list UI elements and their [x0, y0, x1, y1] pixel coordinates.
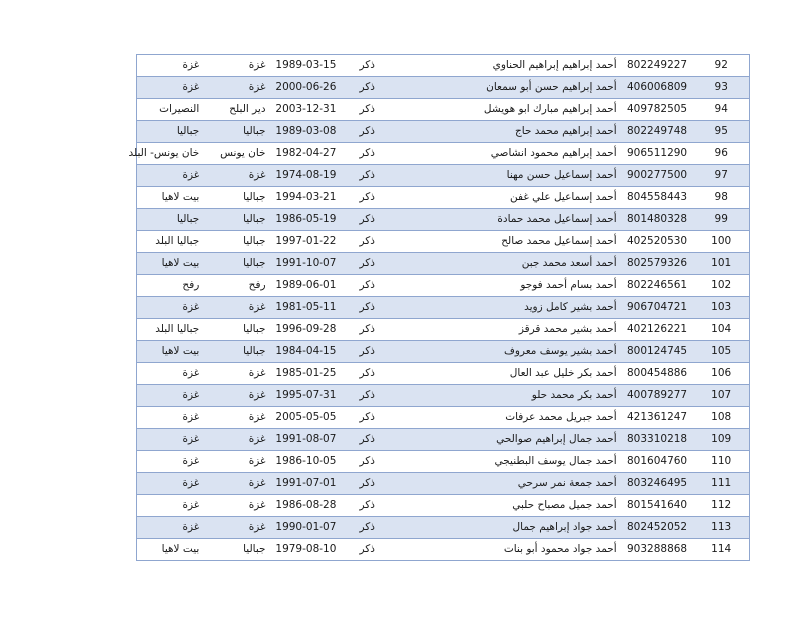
row-number-cell: 98 — [693, 187, 749, 209]
full-name-cell: أحمد إبراهيم محمود انشاصي — [392, 143, 621, 165]
locality-cell: غزة — [137, 77, 210, 99]
birth-date-cell: 1995-07-31 — [270, 385, 343, 407]
governorate-cell: غزة — [209, 407, 269, 429]
table-row — [137, 385, 750, 407]
locality-cell: بيت لاهيا — [137, 187, 210, 209]
governorate-cell: غزة — [209, 495, 269, 517]
locality-cell: غزة — [137, 451, 210, 473]
row-number-cell: 101 — [693, 253, 749, 275]
governorate-cell: غزة — [209, 297, 269, 319]
id-number-cell: 802249227 — [621, 55, 694, 77]
governorate-cell: جباليا — [209, 209, 269, 231]
gender-cell: ذكر — [342, 55, 392, 77]
locality-cell: غزة — [137, 495, 210, 517]
governorate-cell: جباليا — [209, 539, 269, 561]
locality-cell: غزة — [137, 429, 210, 451]
table-row — [137, 407, 750, 429]
governorate-cell: جباليا — [209, 253, 269, 275]
id-number-cell: 801480328 — [621, 209, 694, 231]
gender-cell: ذكر — [342, 253, 392, 275]
governorate-cell: رفح — [209, 275, 269, 297]
gender-cell: ذكر — [342, 429, 392, 451]
gender-cell: ذكر — [342, 231, 392, 253]
birth-date-cell: 1985-01-25 — [270, 363, 343, 385]
governorate-cell: جباليا — [209, 231, 269, 253]
id-number-cell: 402126221 — [621, 319, 694, 341]
full-name-cell: أحمد أسعد محمد جبن — [392, 253, 621, 275]
table-row — [137, 473, 750, 495]
row-number-cell: 104 — [693, 319, 749, 341]
id-number-cell: 903288868 — [621, 539, 694, 561]
id-number-cell: 400789277 — [621, 385, 694, 407]
locality-cell: غزة — [137, 517, 210, 539]
locality-cell: غزة — [137, 363, 210, 385]
id-number-cell: 906704721 — [621, 297, 694, 319]
full-name-cell: أحمد جواد محمود أبو بنات — [392, 539, 621, 561]
full-name-cell: أحمد بشير محمد قرقز — [392, 319, 621, 341]
gender-cell: ذكر — [342, 539, 392, 561]
full-name-cell: أحمد بشير كامل زويد — [392, 297, 621, 319]
gender-cell: ذكر — [342, 341, 392, 363]
full-name-cell: أحمد إسماعيل علي غفن — [392, 187, 621, 209]
full-name-cell: أحمد إسماعيل حسن مهنا — [392, 165, 621, 187]
birth-date-cell: 1991-07-01 — [270, 473, 343, 495]
row-number-cell: 94 — [693, 99, 749, 121]
gender-cell: ذكر — [342, 121, 392, 143]
table-row — [137, 539, 750, 561]
gender-cell: ذكر — [342, 297, 392, 319]
governorate-cell: دير البلح — [209, 99, 269, 121]
locality-cell: جباليا — [137, 121, 210, 143]
table-row — [137, 121, 750, 143]
locality-cell: جباليا — [137, 209, 210, 231]
governorate-cell: غزة — [209, 363, 269, 385]
locality-cell: رفح — [137, 275, 210, 297]
id-number-cell: 402520530 — [621, 231, 694, 253]
row-number-cell: 108 — [693, 407, 749, 429]
locality-cell: جباليا البلد — [137, 231, 210, 253]
governorate-cell: جباليا — [209, 319, 269, 341]
table-row — [137, 297, 750, 319]
id-number-cell: 801541640 — [621, 495, 694, 517]
gender-cell: ذكر — [342, 143, 392, 165]
id-number-cell: 900277500 — [621, 165, 694, 187]
row-number-cell: 95 — [693, 121, 749, 143]
birth-date-cell: 1996-09-28 — [270, 319, 343, 341]
birth-date-cell: 1989-03-08 — [270, 121, 343, 143]
row-number-cell: 110 — [693, 451, 749, 473]
table-row — [137, 143, 750, 165]
row-number-cell: 112 — [693, 495, 749, 517]
row-number-cell: 113 — [693, 517, 749, 539]
locality-cell: بيت لاهيا — [137, 539, 210, 561]
id-number-cell: 409782505 — [621, 99, 694, 121]
full-name-cell: أحمد إسماعيل محمد حمادة — [392, 209, 621, 231]
locality-cell: غزة — [137, 55, 210, 77]
gender-cell: ذكر — [342, 473, 392, 495]
id-number-cell: 801604760 — [621, 451, 694, 473]
table-row — [137, 77, 750, 99]
governorate-cell: غزة — [209, 473, 269, 495]
governorate-cell: غزة — [209, 55, 269, 77]
id-number-cell: 803246495 — [621, 473, 694, 495]
row-number-cell: 99 — [693, 209, 749, 231]
birth-date-cell: 1990-01-07 — [270, 517, 343, 539]
governorate-cell: غزة — [209, 429, 269, 451]
birth-date-cell: 1994-03-21 — [270, 187, 343, 209]
governorate-cell: خان يونس — [209, 143, 269, 165]
full-name-cell: أحمد جمعة نمر سرحي — [392, 473, 621, 495]
governorate-cell: غزة — [209, 385, 269, 407]
row-number-cell: 109 — [693, 429, 749, 451]
birth-date-cell: 1982-04-27 — [270, 143, 343, 165]
full-name-cell: أحمد إبراهيم حسن أبو سمعان — [392, 77, 621, 99]
full-name-cell: أحمد بشير يوسف معروف — [392, 341, 621, 363]
locality-cell: بيت لاهيا — [137, 341, 210, 363]
birth-date-cell: 1974-08-19 — [270, 165, 343, 187]
birth-date-cell: 2005-05-05 — [270, 407, 343, 429]
table-row — [137, 363, 750, 385]
id-number-cell: 421361247 — [621, 407, 694, 429]
gender-cell: ذكر — [342, 99, 392, 121]
locality-cell: النصيرات — [137, 99, 210, 121]
governorate-cell: غزة — [209, 77, 269, 99]
id-number-cell: 802249748 — [621, 121, 694, 143]
gender-cell: ذكر — [342, 407, 392, 429]
full-name-cell: أحمد جمال يوسف البطنيجي — [392, 451, 621, 473]
locality-cell: غزة — [137, 297, 210, 319]
birth-date-cell: 1979-08-10 — [270, 539, 343, 561]
full-name-cell: أحمد جواد إبراهيم جمال — [392, 517, 621, 539]
full-name-cell: أحمد جمال إبراهيم صوالحي — [392, 429, 621, 451]
gender-cell: ذكر — [342, 319, 392, 341]
governorate-cell: غزة — [209, 165, 269, 187]
birth-date-cell: 1986-08-28 — [270, 495, 343, 517]
row-number-cell: 103 — [693, 297, 749, 319]
gender-cell: ذكر — [342, 451, 392, 473]
table-row — [137, 319, 750, 341]
governorate-cell: جباليا — [209, 121, 269, 143]
table-row — [137, 275, 750, 297]
table-row — [137, 165, 750, 187]
id-number-cell: 803310218 — [621, 429, 694, 451]
id-number-cell: 804558443 — [621, 187, 694, 209]
locality-cell: جباليا البلد — [137, 319, 210, 341]
row-number-cell: 93 — [693, 77, 749, 99]
birth-date-cell: 2000-06-26 — [270, 77, 343, 99]
row-number-cell: 102 — [693, 275, 749, 297]
full-name-cell: أحمد بكر خليل عبد العال — [392, 363, 621, 385]
full-name-cell: أحمد بكر محمد حلو — [392, 385, 621, 407]
governorate-cell: غزة — [209, 451, 269, 473]
table-row — [137, 451, 750, 473]
birth-date-cell: 1991-08-07 — [270, 429, 343, 451]
table-row — [137, 517, 750, 539]
full-name-cell: أحمد إبراهيم مبارك ابو هويشل — [392, 99, 621, 121]
row-number-cell: 97 — [693, 165, 749, 187]
id-number-cell: 406006809 — [621, 77, 694, 99]
locality-cell: غزة — [137, 385, 210, 407]
full-name-cell: أحمد إسماعيل محمد صالح — [392, 231, 621, 253]
id-number-cell: 802246561 — [621, 275, 694, 297]
birth-date-cell: 1986-10-05 — [270, 451, 343, 473]
records-table — [128, 54, 750, 561]
gender-cell: ذكر — [342, 385, 392, 407]
table-row — [137, 231, 750, 253]
gender-cell: ذكر — [342, 77, 392, 99]
table-row — [137, 187, 750, 209]
birth-date-cell: 1991-10-07 — [270, 253, 343, 275]
full-name-cell: أحمد جميل مصباح حلبي — [392, 495, 621, 517]
row-number-cell: 107 — [693, 385, 749, 407]
id-number-cell: 800124745 — [621, 341, 694, 363]
governorate-cell: غزة — [209, 517, 269, 539]
full-name-cell: أحمد بسام أحمد فوجو — [392, 275, 621, 297]
locality-cell: غزة — [137, 165, 210, 187]
gender-cell: ذكر — [342, 165, 392, 187]
row-number-cell: 106 — [693, 363, 749, 385]
table-row — [137, 253, 750, 275]
birth-date-cell: 1989-03-15 — [270, 55, 343, 77]
birth-date-cell: 2003-12-31 — [270, 99, 343, 121]
row-number-cell: 105 — [693, 341, 749, 363]
gender-cell: ذكر — [342, 517, 392, 539]
gender-cell: ذكر — [342, 187, 392, 209]
birth-date-cell: 1997-01-22 — [270, 231, 343, 253]
governorate-cell: جباليا — [209, 187, 269, 209]
id-number-cell: 800454886 — [621, 363, 694, 385]
records-table-body — [128, 55, 750, 561]
birth-date-cell: 1984-04-15 — [270, 341, 343, 363]
table-row — [137, 495, 750, 517]
full-name-cell: أحمد جبريل محمد عرفات — [392, 407, 621, 429]
gender-cell: ذكر — [342, 495, 392, 517]
table-row — [137, 429, 750, 451]
id-number-cell: 906511290 — [621, 143, 694, 165]
id-number-cell: 802579326 — [621, 253, 694, 275]
table-row — [137, 341, 750, 363]
birth-date-cell: 1986-05-19 — [270, 209, 343, 231]
full-name-cell: أحمد إبراهيم محمد حاج — [392, 121, 621, 143]
table-row — [137, 55, 750, 77]
birth-date-cell: 1981-05-11 — [270, 297, 343, 319]
gender-cell: ذكر — [342, 209, 392, 231]
table-row — [137, 209, 750, 231]
id-number-cell: 802452052 — [621, 517, 694, 539]
locality-cell: غزة — [137, 407, 210, 429]
locality-cell: غزة — [137, 473, 210, 495]
row-number-cell: 111 — [693, 473, 749, 495]
gender-cell: ذكر — [342, 275, 392, 297]
row-number-cell: 92 — [693, 55, 749, 77]
birth-date-cell: 1989-06-01 — [270, 275, 343, 297]
locality-cell: بيت لاهيا — [137, 253, 210, 275]
gender-cell: ذكر — [342, 363, 392, 385]
full-name-cell: أحمد إبراهيم إبراهيم الحناوي — [392, 55, 621, 77]
row-number-cell: 96 — [693, 143, 749, 165]
governorate-cell: جباليا — [209, 341, 269, 363]
row-number-cell: 100 — [693, 231, 749, 253]
table-row — [137, 99, 750, 121]
locality-cell: خان يونس- البلد — [137, 143, 210, 165]
row-number-cell: 114 — [693, 539, 749, 561]
